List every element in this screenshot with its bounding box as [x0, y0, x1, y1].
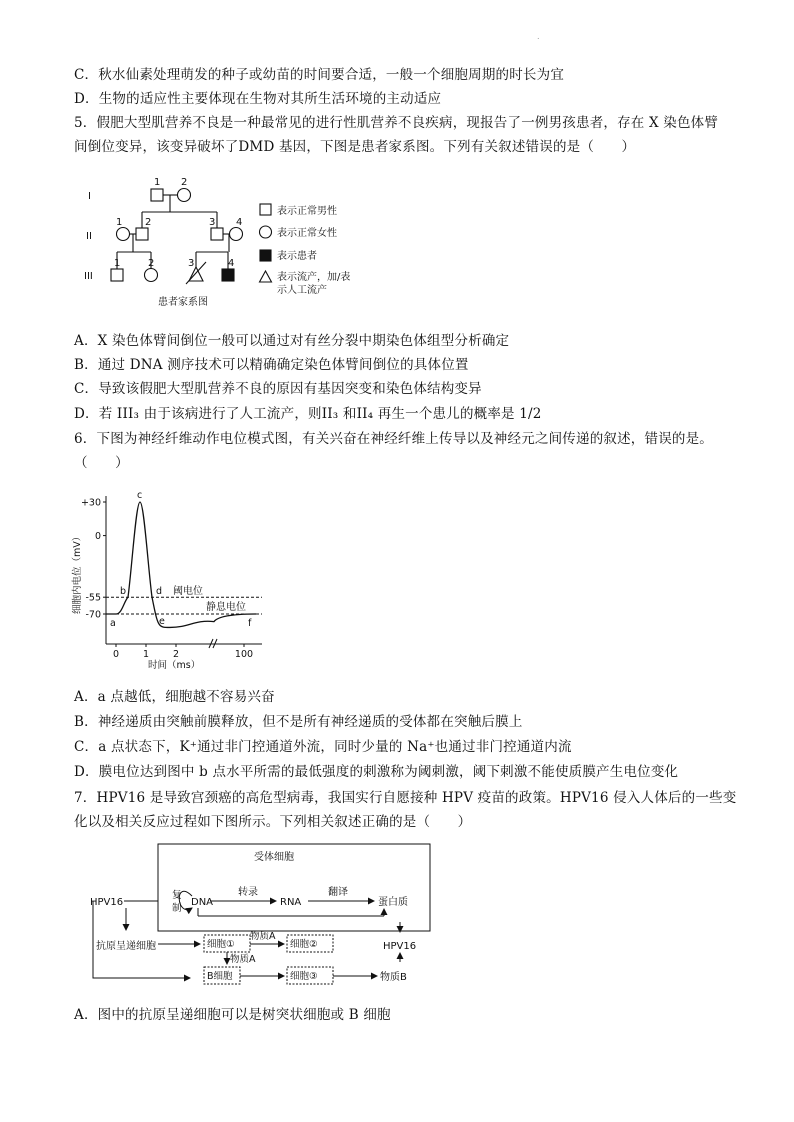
num-label: 3: [209, 217, 216, 228]
receptor-cell-label: 受体细胞: [254, 852, 294, 863]
cell3-label: 细胞③: [290, 971, 318, 982]
substance-a-label-1: 物质A: [250, 931, 276, 942]
pedigree-I1-male: [151, 189, 163, 201]
q4-option-c: C．秋水仙素处理萌发的种子或幼苗的时间要合适，一般一个细胞周期的时长为宜: [74, 67, 565, 83]
y-tick-label: 0: [94, 531, 101, 543]
pedigree-II3-male: [211, 228, 223, 240]
pedigree-III2-female: [145, 269, 158, 282]
apc-label: 抗原呈递细胞: [96, 941, 156, 952]
num-label: 2: [181, 177, 188, 188]
pedigree-II4-female: [230, 228, 243, 241]
y-axis-label: 细胞内电位（mV）: [72, 531, 83, 614]
num-label: 1: [154, 177, 161, 188]
rna-label: RNA: [280, 897, 302, 908]
x-tick-label: 1: [142, 649, 150, 660]
q5-option-c: C．导致该假肥大型肌营养不良的原因有基因突变和染色体结构变异: [74, 381, 482, 397]
num-label: 1: [114, 258, 121, 269]
num-label: 2: [148, 258, 155, 269]
pedigree-II2-male: [136, 228, 148, 240]
point-label-e: e: [159, 616, 165, 627]
y-tick-label: +30: [80, 497, 101, 509]
q6-stem-line-1: 6．下图为神经纤维动作电位模式图，有关兴奋在神经纤维上传导以及神经元之间传递的叙述，错误的是。: [74, 431, 713, 447]
legend-abortion-2: 示人工流产: [277, 285, 327, 296]
q7-stem-line-2: 化以及相关反应过程如下图所示。下列相关叙述正确的是（ ）: [74, 814, 472, 830]
x-tick-label: 0: [112, 649, 120, 660]
hpv16-diagram: [80, 838, 440, 1000]
y-tick-label: -70: [85, 609, 101, 621]
threshold-label: 阈电位: [173, 586, 203, 597]
q6-stem-line-2: （ ）: [74, 455, 129, 471]
receptor-cell-box: [158, 844, 430, 931]
pedigree-II1-female: [117, 228, 130, 241]
substance-b-label: 物质B: [380, 972, 407, 983]
hpv16-left-label: HPV16: [90, 897, 124, 908]
q6-option-a: A．a 点越低，细胞越不容易兴奋: [74, 689, 275, 705]
num-label: 4: [236, 217, 243, 228]
num-label: 2: [145, 217, 152, 228]
pedigree-III1-male: [111, 269, 123, 281]
point-label-c: c: [137, 490, 143, 501]
substance-a-label-2: 物质A: [230, 954, 256, 965]
legend-female: 表示正常女性: [277, 228, 337, 239]
hpv16-right-label: HPV16: [383, 941, 417, 952]
page-mark: .: [537, 32, 540, 41]
x-tick-label: 2: [172, 649, 180, 660]
q7-option-a: A．图中的抗原呈递细胞可以是树突状细胞或 B 细胞: [74, 1007, 391, 1023]
b-cell-label: B细胞: [207, 971, 233, 982]
replicate-label-1: 复: [172, 890, 182, 901]
legend-abortion-1: 表示流产，加/表: [277, 272, 351, 283]
translation-label: 翻译: [328, 887, 348, 898]
gen-I-label: I: [88, 191, 91, 202]
q6-option-b: B．神经递质由突触前膜释放，但不是所有神经递质的受体都在突触后膜上: [74, 714, 523, 730]
q4-option-d: D．生物的适应性主要体现在生物对其所生活环境的主动适应: [74, 91, 442, 107]
q6-option-c: C．a 点状态下，K⁺通过非门控通道外流，同时少量的 Na⁺也通过非门控通道内流: [74, 739, 572, 755]
pedigree-caption: 患者家系图: [158, 297, 208, 308]
pedigree-I2-female: [178, 189, 191, 202]
num-label: 1: [116, 217, 123, 228]
cell1-label: 细胞①: [207, 939, 235, 950]
legend-male: 表示正常男性: [277, 206, 337, 217]
num-label: 4: [228, 258, 235, 269]
point-label-d: d: [156, 586, 163, 598]
replicate-label-2: 制: [172, 903, 182, 914]
gen-III-label: III: [84, 271, 93, 282]
dna-label: DNA: [191, 897, 214, 908]
q6-option-d: D．膜电位达到图中 b 点水平所需的最低强度的刺激称为阈刺激，阈下刺激不能使质膜产生电位变化: [74, 764, 679, 780]
gen-II-label: II: [86, 231, 92, 242]
transcription-label: 转录: [238, 887, 258, 898]
num-label: 3: [188, 258, 195, 269]
resting-label: 静息电位: [206, 602, 246, 613]
pedigree-III4-patient: [222, 269, 234, 281]
q5-stem-line-2: 间倒位变异，该变异破坏了DMD 基因，下图是患者家系图。下列有关叙述错误的是（ ）: [74, 139, 636, 155]
q5-stem-line-1: 5．假肥大型肌营养不良是一种最常见的进行性肌营养不良疾病，现报告了一例男孩患者，存在 X 染色体臂: [74, 115, 719, 131]
q7-stem-line-1: 7．HPV16 是导致宫颈癌的高危型病毒，我国实行自愿接种 HPV 疫苗的政策。HPV16 侵入人体后的一些变: [74, 790, 737, 806]
cell2-label: 细胞②: [290, 939, 318, 950]
protein-label: 蛋白质: [378, 897, 408, 908]
action-potential-chart: [68, 482, 268, 672]
q5-option-d: D．若 III₃ 由于该病进行了人工流产，则II₃ 和II₄ 再生一个患儿的概率是 1/2: [74, 406, 542, 422]
y-tick-label: -55: [85, 592, 101, 604]
x-axis-label: 时间（ms）: [148, 660, 201, 671]
point-label-a: a: [110, 618, 116, 629]
point-label-f: f: [248, 618, 252, 629]
q5-option-b: B．通过 DNA 测序技术可以精确确定染色体臂间倒位的具体位置: [74, 357, 469, 373]
point-label-b: b: [120, 586, 127, 598]
legend-patient: 表示患者: [277, 251, 317, 262]
q5-option-a: A．X 染色体臂间倒位一般可以通过对有丝分裂中期染色体组型分析确定: [74, 333, 510, 349]
pedigree-figure: [78, 168, 378, 318]
x-tick-label: 100: [234, 649, 254, 660]
